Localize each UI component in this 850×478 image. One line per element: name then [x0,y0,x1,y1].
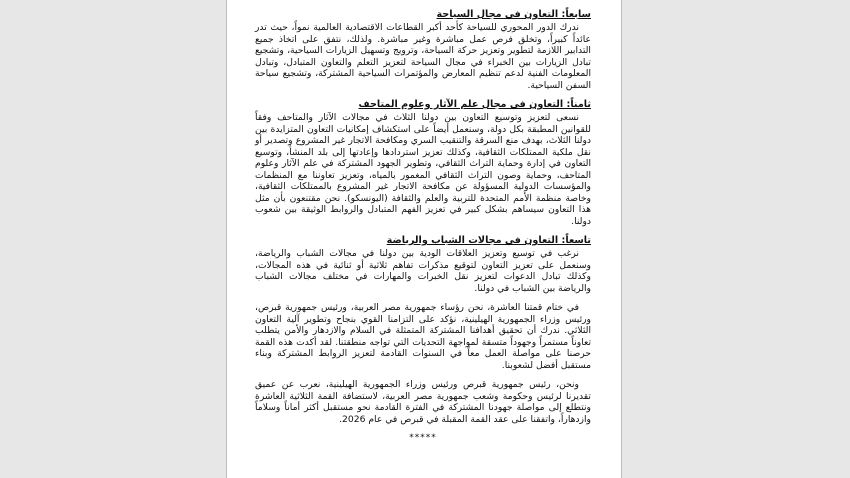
section-heading: سابعاً: التعاون في مجال السياحة [436,9,591,20]
end-mark: ***** [409,433,437,443]
section-body: نرغب في توسيع وتعزيز العلاقات الودية بين دولنا في مجالات الشباب والرياضة، وسنعمل على تعزيز التعاون لتوقيع مذكرات تفاهم ثلاثية أو ثنائية في هذه المجالات، وكذلك تبادل الدعوات لتعزيز نقل الخبرات والمهارات في مختلف مجالات الشباب والرياضة بين الشباب في دولنا. [255,248,591,294]
document-page [226,0,622,478]
section-youth-sports [255,235,591,294]
section-body: ندرك الدور المحوري للسياحة كأحد أكبر القطاعات الاقتصادية العالمية نمواً، حيث تدر عائداً كبيراً، وتخلق فرص عمل مباشرة وغير مباشرة. ولذلك، نتفق على اتخاذ جميع التدابير اللازمة لتطوير وتعزيز حركة السياحة، وترويج وتسهيل الزيارات السياحية، وتشجيع تبادل الزيارات بين الخبراء في مجال السياحة لتعزيز التعلم والتعاون المتبادل، وتبادل المعلومات الفنية لدعم تنظيم المعارض والمؤتمرات السياحية المشتركة، وتشجيع سياحة السفن السياحية. [255,22,591,91]
section-heading: ثامناً: التعاون في مجال علم الآثار وعلوم المتاحف [358,99,591,110]
document-content [255,9,591,445]
section-archaeology [255,99,591,227]
section-heading: تاسعاً: التعاون في مجالات الشباب والرياضة [386,235,591,246]
section-body: نسعى لتعزيز وتوسيع التعاون بين دولنا الثلاث في مجالات الآثار والمتاحف وفقاً للقوانين المطبقة بكل دولة، وسنعمل أيضاً على استكشاف إمكانيات التعاون المتزايدة بين دولنا الثلاث، بهدف منع السرقة والتنقيب السري ومكافحة الاتجار غير المشروع وتصدير أو نقل ملكية الممتلكات الثقافية، وكذلك تعزيز استردادها وإعادتها إلى بلد المنشأ، وتوسيع التعاون في إدارة وحماية التراث الثقافي، وتطوير الجهود المشتركة في علم الآثار وعلوم المتاحف، وحماية وصون التراث الثقافي المغمور بالمياه، وتعزيز تعاوننا مع المنظمات والمؤسسات الدولية المسؤولة عن مكافحة الاتجار غير المشروع بالممتلكات الثقافية، وخاصة منظمة الأمم المتحدة للتربية والعلم والثقافة (اليونسكو). نحن مقتنعون بأن مثل هذا التعاون سيساهم بشكل كبير في تعزيز الفهم المتبادل والروابط الوثيقة بين شعوب دولنا. [255,112,591,227]
closing-paragraph: في ختام قمتنا العاشرة، نحن رؤساء جمهورية مصر العربية، ورئيس جمهورية قبرص، ورئيس وزراء الجمهورية الهيلينية، نؤكد على التزامنا القوي بنجاح وتطوير آلية التعاون الثلاثي. ندرك أن تحقيق أهدافنا المشتركة المتمثلة في السلام والازدهار والأمن يتطلب تعاوناً مستمراً وجهوداً متسقة لمواجهة التحديات التي تواجه منطقتنا. لقد أكدت هذه القمة حرصنا على مواصلة العمل معاً في السنوات القادمة لتعزيز الروابط المشتركة وبناء مستقبل أفضل لشعوبنا. [255,302,591,371]
closing-paragraph: ونحن، رئيس جمهورية قبرص ورئيس وزراء الجمهورية الهيلينية، نعرب عن عميق تقديرنا لرئيس وحكومة وشعب جمهورية مصر العربية، لاستضافة القمة الثلاثية العاشرة ونتطلع إلى مواصلة جهودنا المشتركة في الفترة القادمة نحو مستقبل أكثر أماناً وسلاماً وازدهاراً، واتفقنا على عقد القمة المقبلة في قبرص في عام 2026. [255,379,591,425]
section-tourism [255,9,591,91]
